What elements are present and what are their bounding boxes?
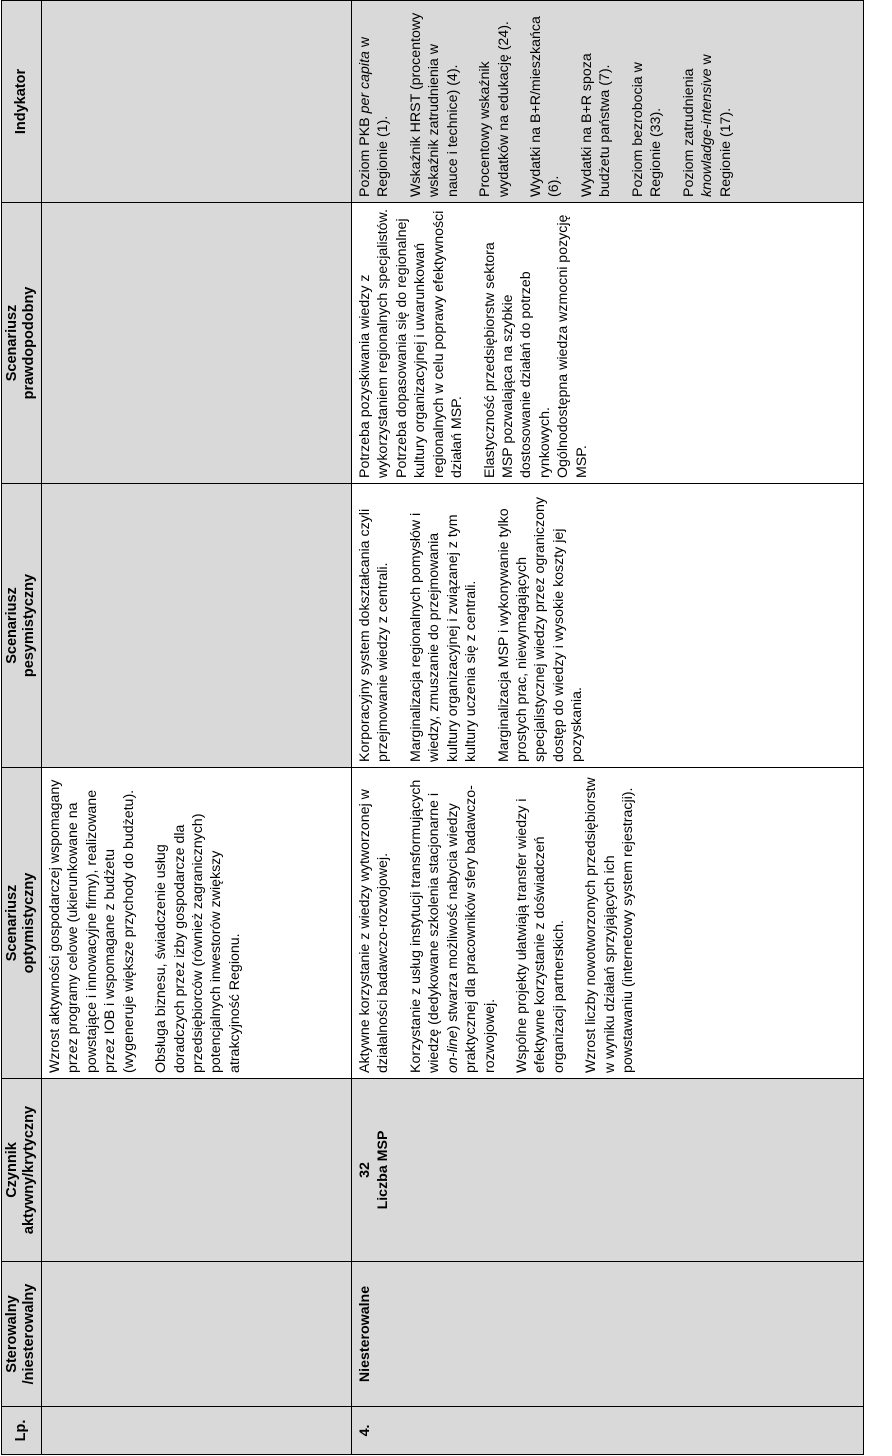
header-prawdopodobny: Scenariusz prawdopodobny (2, 203, 42, 484)
indykator-7: Poziom zatrudnienia knowladge-intensive w Regionie (17). (680, 54, 734, 197)
cell-lp-top (41, 1407, 351, 1455)
row-number: 4. (356, 1424, 373, 1437)
opt-paragraph-1: Aktywne korzystanie z wiedzy wytworzonej w działalności badawczo-rozwojowej. (356, 789, 392, 1073)
header-optymistyczny: Scenariusz optymistyczny (2, 768, 42, 1079)
cell-optymistyczny (351, 768, 863, 1079)
opt-top-paragraph-2: Obsługa biznesu, świadczenie usług doradczych przez izby gospodarcze dla przedsiębiorców (również zagranicznych) potencjalnych inwestorów zwiększy atrakcyjność Regionu. (153, 813, 243, 1073)
opt-paragraph-4: Wzrost liczby nowotworzonych przedsiębiorstw w wyniku działań sprzyjających ich powstawaniu (internetowy system rejestracji). (583, 777, 637, 1073)
cell-sterowalny-top (41, 1262, 351, 1407)
cell-czynnik (351, 1079, 863, 1262)
opt-paragraph-2: Korzystanie z usług instytucji transformujących wiedzę (dedykowane szkolenia stacjonarne i on-line) stwarza możliwość nabycia wiedzy praktycznej dla pracowników sfery badawczo-rozwojowej. (407, 779, 498, 1073)
pes-paragraph-1: Korporacyjny system dokształcania czyli przejmowanie wiedzy z centrali. (356, 508, 392, 762)
sterowalny-value: Niesterowalne (356, 1285, 373, 1383)
header-lp: Lp. (2, 1407, 42, 1455)
cell-prawdopodobny (351, 203, 863, 484)
indykator-3: Procentowy wskaźnik wydatków na edukację (24). (477, 21, 512, 197)
cell-pesymistyczny-top (41, 484, 351, 768)
czynnik-name: Liczba MSP (375, 1130, 392, 1210)
header-pesymistyczny: Scenariusz pesymistyczny (2, 484, 42, 768)
indykator-1: Poziom PKB per capita w Regionie (1). (356, 36, 392, 197)
praw-paragraph-4: Ogólnodostępna wiedza wzmocni pozycję MSP. (555, 214, 590, 478)
pes-paragraph-3: Marginalizacja MSP i wykonywanie tylko prostych prac, niewymagających specjalistycznej wiedzy przez ograniczony dostęp do wiedzy i wysokie koszty jej pozyskania. (495, 497, 586, 762)
indykator-2: Wskaźnik HRST (procentowy wskaźnik zatrudnienia w nauce i technice) (4). (407, 12, 461, 197)
scenario-table (1, 0, 864, 1455)
praw-paragraph-1: Potrzeba pozyskiwania wiedzy z wykorzystaniem regionalnych specjalistów. (356, 209, 392, 478)
praw-paragraph-2: Potrzeba dopasowania się do regionalnej kultury organizacyjnej i uwarunkowań regionalnych w celu poprawy efektywności działań MSP. (393, 210, 466, 478)
opt-top-paragraph-1: Wzrost aktywności gospodarczej wspomagany przez programy celowe (ukierunkowane na powstające i innowacyjne firmy), realizowane przez IOB i wspomagane z budżetu (wygeneruje większe przychody do budżetu). (46, 779, 137, 1073)
header-czynnik: Czynnik aktywny/krytyczny (2, 1079, 42, 1262)
cell-lp (351, 1407, 863, 1455)
cell-sterowalny (351, 1262, 863, 1407)
opt-paragraph-3: Wspólne projekty ułatwiają transfer wiedzy i efektywne korzystanie z doświadczeń organizacji partnerskich. (513, 798, 567, 1073)
cell-prawdopodobny-top (41, 203, 351, 484)
header-row (2, 1, 42, 1455)
cell-indykator-top (41, 1, 351, 203)
table-row (41, 1, 351, 1455)
czynnik-number: 32 (356, 1162, 373, 1178)
cell-pesymistyczny (351, 484, 863, 768)
praw-paragraph-3: Elastyczność przedsiębiorstw sektora MSP pozwalająca na szybkie dostosowanie działań do potrzeb rynkowych. (481, 242, 553, 478)
indykator-6: Poziom bezrobocia w Regionie (33). (629, 62, 665, 197)
cell-indykator (351, 1, 863, 203)
cell-czynnik-top (41, 1079, 351, 1262)
header-indykator: Indykator (2, 1, 42, 203)
indykator-5: Wydatki na B+R spoza budżetu państwa (7). (578, 53, 614, 197)
indykator-4: Wydatki na B+R/mieszkańca (6). (527, 16, 563, 197)
pes-paragraph-2: Marginalizacja regionalnych pomysłów i wiedzy, zmuszanie do przejmowania kultury organizacyjnej i związanej z tym kultury uczenia się z centrali. (407, 512, 480, 762)
table-row (351, 1, 863, 1455)
header-sterowalny: Sterowalny /niesterowalny (2, 1262, 42, 1407)
cell-optymistyczny-top (41, 768, 351, 1079)
